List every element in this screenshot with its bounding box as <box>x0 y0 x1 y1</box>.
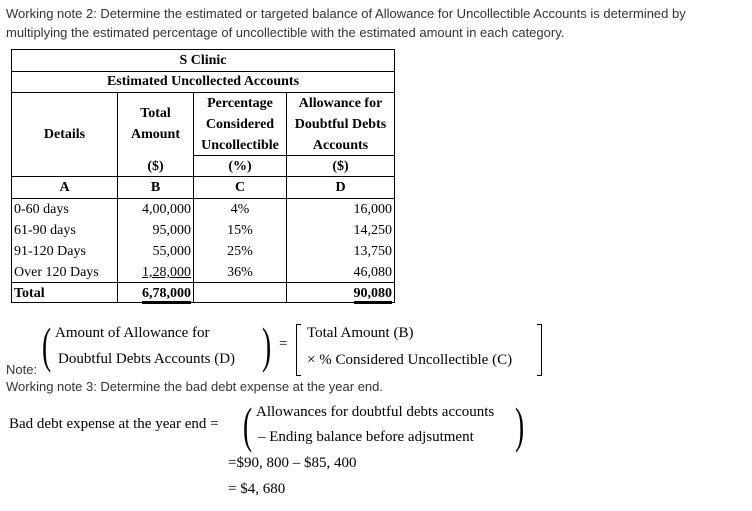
row-total: 4,00,000 <box>142 202 191 217</box>
header-allowance-line2: Doubtful Debts <box>294 117 387 132</box>
total-allowance <box>287 283 392 304</box>
right-paren: ) <box>262 317 272 373</box>
bad-debt-step2: = $4, 680 <box>228 481 286 497</box>
bad-debt-term-line1: Allowances for doubtful debts accounts <box>256 404 495 420</box>
header-allowance-line1: Allowance for <box>298 96 383 111</box>
col-letter-b: B <box>150 180 161 195</box>
header-pct-line3: Uncollectible <box>201 138 279 153</box>
header-allowance-line3: Accounts <box>312 138 369 153</box>
table-title: Estimated Uncollected Accounts <box>106 74 300 89</box>
row-total <box>118 262 191 283</box>
row-pct: 36% <box>227 265 253 280</box>
total-allowance-value: 90,080 <box>354 286 393 304</box>
bad-debt-left-paren: ( <box>243 397 253 453</box>
formula-right-line1: Total Amount (B) <box>307 325 414 341</box>
working-note-2-text: Working note 2: Determine the estimated or targeted balance of Allowance for Uncollectible Accounts is determined by multiplying the estimated percentage of uncollectible with the estimated amount in each category. <box>6 6 686 40</box>
bad-debt-right-paren: ) <box>515 397 525 453</box>
formula-right-line2: × % Considered Uncollectible (C) <box>307 352 513 368</box>
left-paren: ( <box>42 317 52 373</box>
formula-equals: = <box>279 336 288 352</box>
row-pct: 15% <box>227 223 253 238</box>
formula-left-line1: Amount of Allowance for <box>55 325 210 341</box>
bad-debt-term-line2: – Ending balance before adjsutment <box>258 429 474 445</box>
header-details: Details <box>43 127 86 142</box>
row-allowance: 14,250 <box>353 223 392 238</box>
header-total-line2: Amount <box>130 127 180 142</box>
row-details: 91-120 Days <box>14 244 86 259</box>
row-pct: 4% <box>230 202 250 217</box>
total-amount <box>118 283 191 304</box>
row-details: 0-60 days <box>14 202 69 217</box>
unit-total: ($) <box>147 159 164 174</box>
row-details: 61-90 days <box>14 223 76 238</box>
unit-pct: (%) <box>228 159 252 174</box>
row-pct: 25% <box>227 244 253 259</box>
total-label: Total <box>14 286 45 301</box>
col-letter-a: A <box>59 180 70 195</box>
row-total: 95,000 <box>152 223 191 238</box>
row-allowance: 13,750 <box>353 244 392 259</box>
row-allowance: 16,000 <box>353 202 392 217</box>
row-total-value: 1,28,000 <box>142 265 191 280</box>
row-details: Over 120 Days <box>14 265 99 280</box>
left-bracket <box>296 324 301 376</box>
col-letter-d: D <box>335 180 346 195</box>
company-name: S Clinic <box>179 53 227 68</box>
total-amount-value: 6,78,000 <box>142 286 191 304</box>
right-bracket <box>537 324 542 376</box>
bad-debt-label: Bad debt expense at the year end = <box>9 416 219 432</box>
row-allowance: 46,080 <box>353 265 392 280</box>
bad-debt-step1: =$90, 800 – $85, 400 <box>228 455 357 471</box>
estimated-uncollected-accounts-table <box>11 49 395 303</box>
col-letter-c: C <box>234 180 246 195</box>
row-total: 55,000 <box>152 244 191 259</box>
unit-allowance: ($) <box>332 159 349 174</box>
header-pct-line1: Percentage <box>207 96 273 111</box>
header-pct-line2: Considered <box>205 117 275 132</box>
header-total-line1: Total <box>140 106 171 121</box>
formula-left-line2: Doubtful Debts Accounts (D) <box>58 351 236 367</box>
working-note-3-text: Working note 3: Determine the bad debt expense at the year end. <box>6 379 383 394</box>
note-label: Note: <box>6 362 38 377</box>
